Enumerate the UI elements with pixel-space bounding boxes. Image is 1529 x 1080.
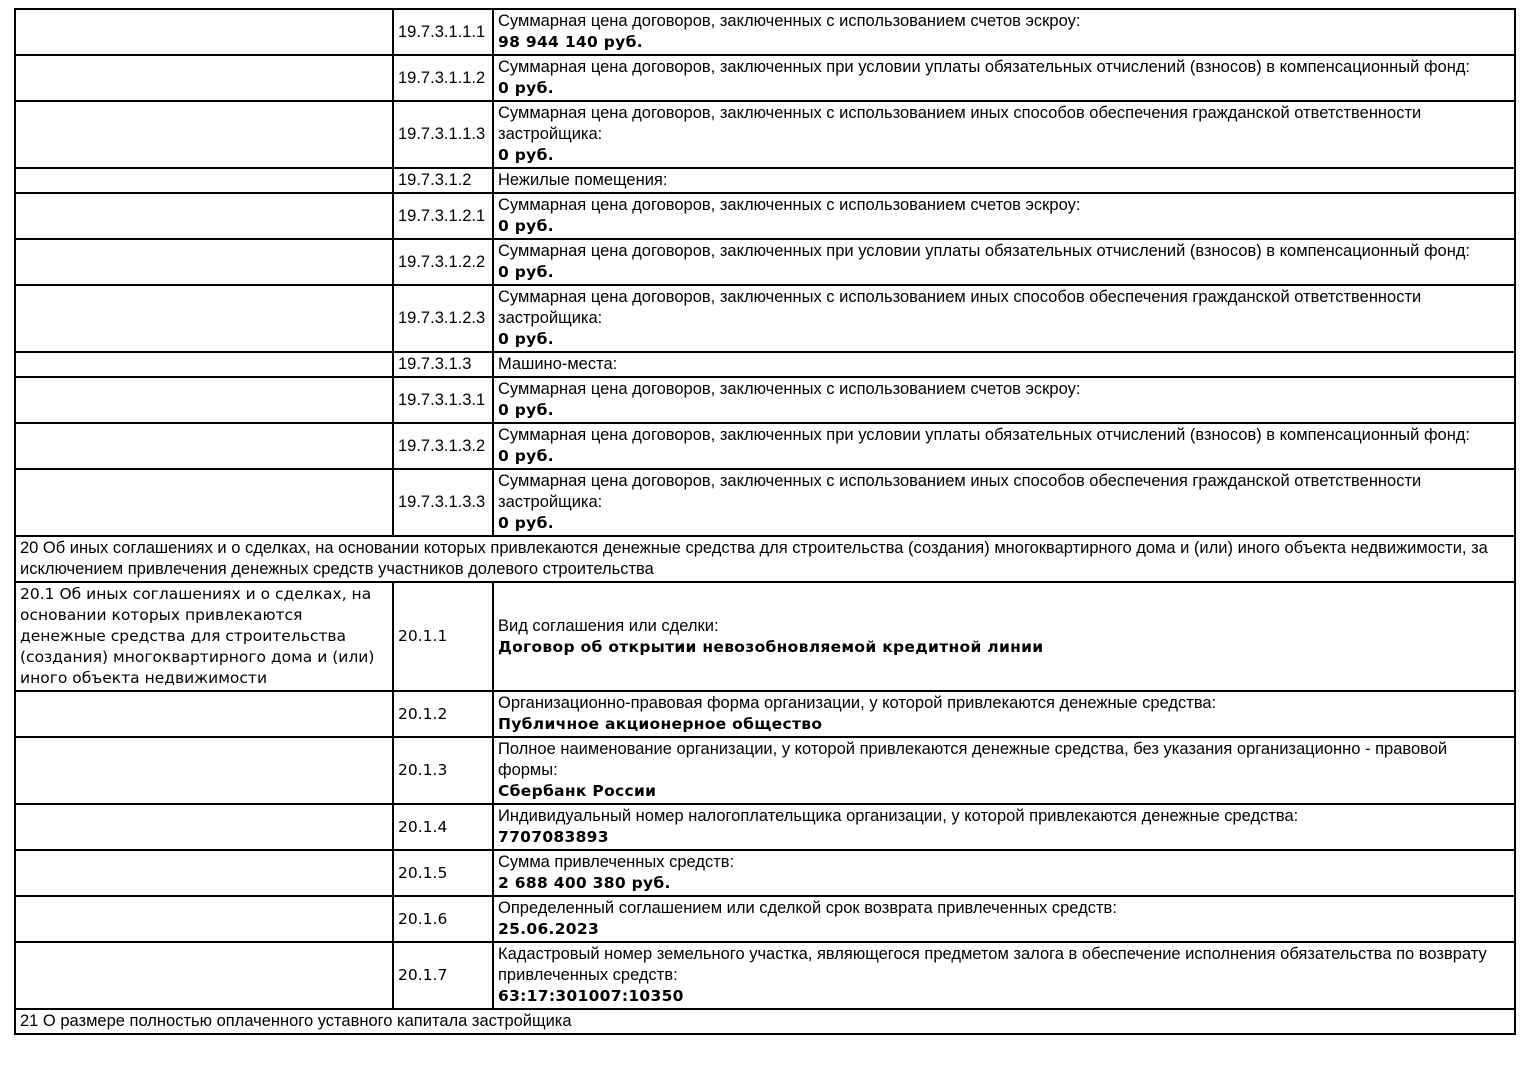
row-value: 7707083893	[498, 828, 609, 846]
table-row	[15, 582, 1515, 691]
empty-left-cell	[15, 804, 393, 850]
row-value: 63:17:301007:10350	[498, 987, 684, 1005]
row-content-cell	[493, 9, 1515, 55]
declaration-table-body	[15, 9, 1515, 1034]
declaration-table	[14, 8, 1516, 1035]
row-value: Публичное акционерное общество	[498, 715, 823, 733]
row-label: Полное наименование организации, у которой привлекаются денежные средства, без указания организационно - правовой формы:	[498, 740, 1448, 779]
empty-left-cell	[15, 168, 393, 193]
table-row	[15, 168, 1515, 193]
row-content-cell	[493, 737, 1515, 804]
row-content-cell	[493, 469, 1515, 536]
row-content-cell	[493, 691, 1515, 737]
row-code: 20.1.7	[393, 942, 493, 1009]
row-value: 0 руб.	[498, 146, 554, 164]
row-label: Суммарная цена договоров, заключенных с использованием иных способов обеспечения гражданской ответственности застройщика:	[498, 288, 1422, 327]
row-code: 19.7.3.1.1.2	[393, 55, 493, 101]
row-code: 19.7.3.1.2	[393, 168, 493, 193]
table-row	[15, 737, 1515, 804]
empty-left-cell	[15, 285, 393, 352]
row-code: 19.7.3.1.2.1	[393, 193, 493, 239]
row-label: Суммарная цена договоров, заключенных при условии уплаты обязательных отчислений (взносов) в компенсационный фонд:	[498, 242, 1471, 260]
table-row	[15, 469, 1515, 536]
row-code: 19.7.3.1.2.3	[393, 285, 493, 352]
row-label: Сумма привлеченных средств:	[498, 853, 735, 871]
row-label: Вид соглашения или сделки:	[498, 616, 719, 635]
row-label: Суммарная цена договоров, заключенных при условии уплаты обязательных отчислений (взносов) в компенсационный фонд:	[498, 426, 1471, 444]
empty-left-cell	[15, 193, 393, 239]
row-label: Индивидуальный номер налогоплательщика организации, у которой привлекаются денежные средства:	[498, 807, 1299, 825]
empty-left-cell	[15, 896, 393, 942]
row-label: Суммарная цена договоров, заключенных с использованием счетов эскроу:	[498, 12, 1081, 30]
section-header: 21 О размере полностью оплаченного уставного капитала застройщика	[15, 1009, 1515, 1034]
row-code: 19.7.3.1.1.1	[393, 9, 493, 55]
row-code: 19.7.3.1.1.3	[393, 101, 493, 168]
empty-left-cell	[15, 942, 393, 1009]
row-code: 20.1.3	[393, 737, 493, 804]
empty-left-cell	[15, 55, 393, 101]
table-row	[15, 691, 1515, 737]
empty-left-cell	[15, 423, 393, 469]
row-value: 98 944 140 руб.	[498, 33, 643, 51]
row-content-cell	[493, 942, 1515, 1009]
row-label: Суммарная цена договоров, заключенных с использованием иных способов обеспечения гражданской ответственности застройщика:	[498, 104, 1422, 143]
row-value: 2 688 400 380 руб.	[498, 874, 671, 892]
table-row	[15, 239, 1515, 285]
row-code: 20.1.6	[393, 896, 493, 942]
table-row	[15, 804, 1515, 850]
row-content-cell	[493, 55, 1515, 101]
row-content-cell	[493, 285, 1515, 352]
empty-left-cell	[15, 101, 393, 168]
table-row	[15, 193, 1515, 239]
row-label: Определенный соглашением или сделкой срок возврата привлеченных средств:	[498, 899, 1117, 917]
row-content-cell	[493, 101, 1515, 168]
row-code: 20.1.5	[393, 850, 493, 896]
table-row	[15, 352, 1515, 377]
row-value: 0 руб.	[498, 330, 554, 348]
row-value: Сбербанк России	[498, 782, 657, 800]
row-content-cell	[493, 377, 1515, 423]
row-content-cell	[493, 352, 1515, 377]
empty-left-cell	[15, 352, 393, 377]
row-label: Суммарная цена договоров, заключенных с использованием иных способов обеспечения гражданской ответственности застройщика:	[498, 472, 1422, 511]
table-row	[15, 101, 1515, 168]
empty-left-cell	[15, 737, 393, 804]
table-row	[15, 942, 1515, 1009]
row-label: Кадастровый номер земельного участка, являющегося предметом залога в обеспечение исполнения обязательства по возврату привлеченных средств:	[498, 945, 1487, 984]
row-label: Нежилые помещения:	[498, 171, 668, 189]
row-code: 20.1.2	[393, 691, 493, 737]
row-code: 19.7.3.1.2.2	[393, 239, 493, 285]
row-code: 19.7.3.1.3	[393, 352, 493, 377]
row-value: 0 руб.	[498, 263, 554, 281]
empty-left-cell	[15, 850, 393, 896]
table-row	[15, 55, 1515, 101]
row-label: Организационно-правовая форма организации, у которой привлекаются денежные средства:	[498, 694, 1217, 712]
row-content-cell	[493, 896, 1515, 942]
row-label: Суммарная цена договоров, заключенных при условии уплаты обязательных отчислений (взносов) в компенсационный фонд:	[498, 58, 1471, 76]
row-content-cell	[493, 168, 1515, 193]
row-value: 25.06.2023	[498, 920, 600, 938]
table-row	[15, 423, 1515, 469]
table-row	[15, 377, 1515, 423]
row-label: Суммарная цена договоров, заключенных с использованием счетов эскроу:	[498, 380, 1081, 398]
row-label: Суммарная цена договоров, заключенных с использованием счетов эскроу:	[498, 196, 1081, 214]
row-label: Машино-места:	[498, 355, 618, 373]
table-row	[15, 9, 1515, 55]
row-code: 20.1.1	[393, 582, 493, 691]
section-row	[15, 1009, 1515, 1034]
row-code: 19.7.3.1.3.2	[393, 423, 493, 469]
row-content-cell	[493, 850, 1515, 896]
row-value: 0 руб.	[498, 79, 554, 97]
row-value: 0 руб.	[498, 514, 554, 532]
empty-left-cell	[15, 691, 393, 737]
row-content-cell	[493, 804, 1515, 850]
row-value: 0 руб.	[498, 401, 554, 419]
section-header: 20 Об иных соглашениях и о сделках, на основании которых привлекаются денежные средства для строительства (создания) многоквартирного дома и (или) иного объекта недвижимости, за исключением привлечения денежных средств участников долевого строительства	[15, 536, 1515, 582]
group-title-cell: 20.1 Об иных соглашениях и о сделках, на основании которых привлекаются денежные средства для строительства (создания) многоквартирного дома и (или) иного объекта недвижимости	[15, 582, 393, 691]
row-value: Договор об открытии невозобновляемой кредитной линии	[498, 637, 1044, 656]
table-row	[15, 850, 1515, 896]
row-code: 20.1.4	[393, 804, 493, 850]
table-row	[15, 285, 1515, 352]
row-code: 19.7.3.1.3.3	[393, 469, 493, 536]
row-value: 0 руб.	[498, 217, 554, 235]
row-content-cell	[493, 193, 1515, 239]
empty-left-cell	[15, 469, 393, 536]
row-value: 0 руб.	[498, 447, 554, 465]
table-row	[15, 896, 1515, 942]
empty-left-cell	[15, 9, 393, 55]
section-row	[15, 536, 1515, 582]
row-content-cell	[493, 582, 1515, 691]
empty-left-cell	[15, 377, 393, 423]
empty-left-cell	[15, 239, 393, 285]
row-code: 19.7.3.1.3.1	[393, 377, 493, 423]
row-content-cell	[493, 239, 1515, 285]
row-content-cell	[493, 423, 1515, 469]
